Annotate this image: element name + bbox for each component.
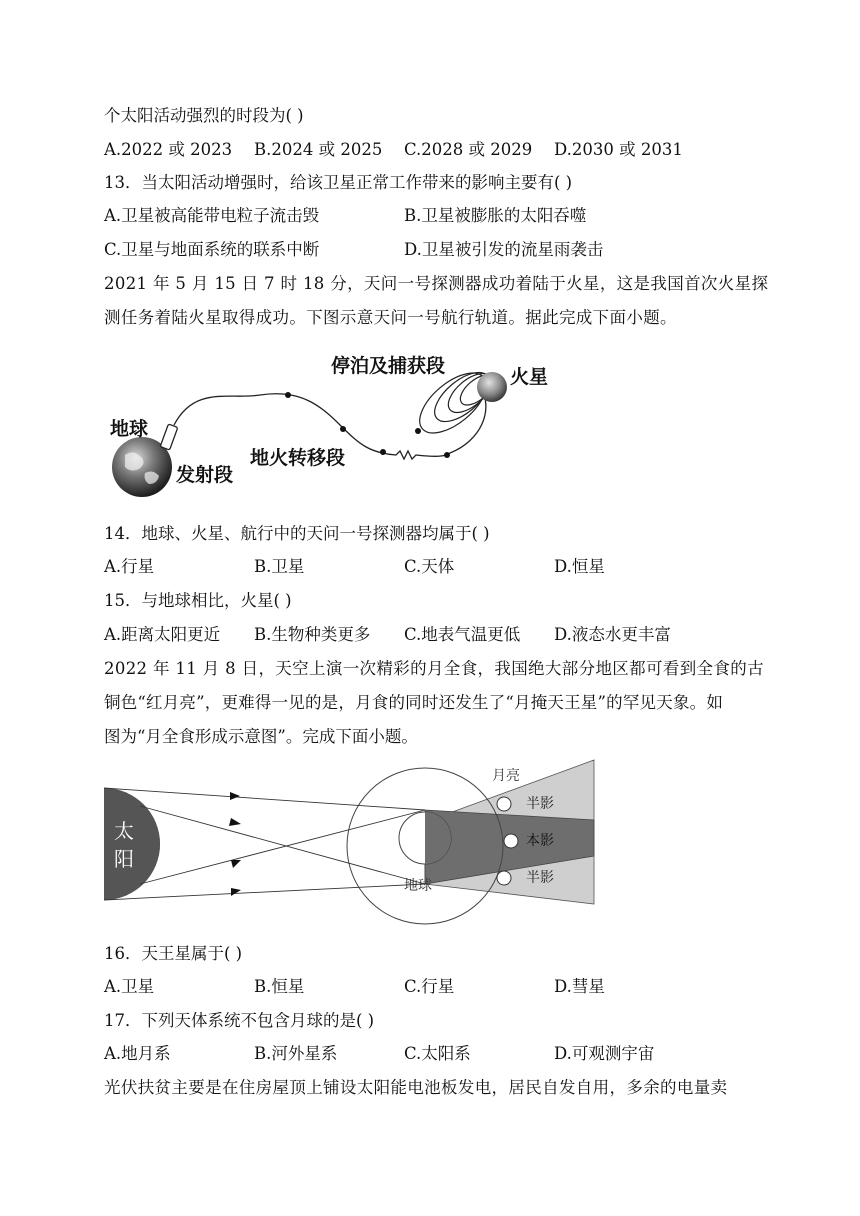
- sun-label-1: 太: [114, 819, 134, 843]
- label-parking: 停泊及捕获段: [331, 355, 446, 377]
- trajectory-dot: [444, 452, 450, 458]
- q12-option-a: A.2022 或 2023: [104, 140, 233, 159]
- q17-option-a: A.地月系: [104, 1044, 171, 1063]
- q14-option-c: C.天体: [404, 557, 455, 576]
- passage-3-line-1: 光伏扶贫主要是在住房屋顶上铺设太阳能电池板发电，居民自发自用，多余的电量卖: [104, 1078, 728, 1097]
- label-earth: 地球: [404, 878, 432, 894]
- q16-option-d: D.彗星: [554, 977, 605, 996]
- ray-arrow: [229, 818, 241, 826]
- label-earth: 地球: [110, 418, 149, 440]
- question-16-stem: 16．天王星属于( ): [104, 944, 243, 963]
- q14-option-d: D.恒星: [554, 557, 605, 576]
- q17-option-b: B.河外星系: [254, 1044, 338, 1063]
- q13-option-c: C.卫星与地面系统的联系中断: [104, 240, 320, 259]
- light-ray: [140, 810, 425, 884]
- passage-2-line-3: 图为“月全食形成示意图”。完成下面小题。: [104, 727, 418, 746]
- passage-2-line-1: 2022 年 11 月 8 日，天空上演一次精彩的月全食，我国绝大部分地区都可看到全食的古: [104, 659, 764, 678]
- q12-option-d: D.2030 或 2031: [554, 140, 683, 159]
- sun-label-2: 阳: [114, 847, 134, 871]
- light-ray: [104, 884, 425, 900]
- q15-option-d: D.液态水更丰富: [554, 625, 671, 644]
- ray-arrow: [231, 860, 241, 868]
- launch-vehicle: [160, 424, 178, 450]
- q15-option-c: C.地表气温更低: [404, 625, 521, 644]
- passage-1-line-1: 2021 年 5 月 15 日 7 时 18 分，天问一号探测器成功着陆于火星，这是我国首次火星探: [104, 274, 769, 293]
- q15-option-b: B.生物种类更多: [254, 625, 371, 644]
- question-17-stem: 17．下列天体系统不包含月球的是( ): [104, 1011, 375, 1030]
- q16-option-b: B.恒星: [254, 977, 305, 996]
- q13-option-b: B.卫星被膨胀的太阳吞噬: [404, 206, 587, 225]
- label-penumbra-upper: 半影: [526, 796, 554, 812]
- question-13-stem: 13．当太阳活动增强时，给该卫星正常工作带来的影响主要有( ): [104, 173, 573, 192]
- question-12-stem-end: 个太阳活动强烈的时段为( ): [104, 106, 304, 125]
- label-mars: 火星: [510, 366, 549, 388]
- trajectory-dot: [380, 449, 386, 455]
- lunar-eclipse-figure: [100, 756, 600, 932]
- mars-globe: [477, 372, 507, 402]
- trajectory-dot: [285, 392, 291, 398]
- moon-lower: [497, 871, 511, 885]
- moon-middle: [504, 834, 518, 848]
- tianwen-trajectory-figure: [100, 345, 570, 505]
- q12-option-c: C.2028 或 2029: [404, 140, 533, 159]
- label-launch: 发射段: [176, 464, 234, 486]
- q14-option-b: B.卫星: [254, 557, 305, 576]
- moon-upper: [497, 797, 511, 811]
- label-umbra: 本影: [526, 833, 554, 849]
- ray-arrow: [231, 888, 241, 896]
- light-ray: [104, 788, 425, 810]
- question-14-stem: 14．地球、火星、航行中的天问一号探测器均属于( ): [104, 524, 490, 543]
- q16-option-a: A.卫星: [104, 977, 155, 996]
- q16-option-c: C.行星: [404, 977, 455, 996]
- ray-arrow: [230, 792, 240, 800]
- light-ray: [140, 806, 425, 884]
- q17-option-d: D.可观测宇宙: [554, 1044, 655, 1063]
- question-15-stem: 15．与地球相比，火星( ): [104, 591, 292, 610]
- passage-1-line-2: 测任务着陆火星取得成功。下图示意天问一号航行轨道。据此完成下面小题。: [104, 308, 677, 327]
- label-transfer: 地火转移段: [250, 447, 346, 469]
- q17-option-c: C.太阳系: [404, 1044, 471, 1063]
- q13-option-d: D.卫星被引发的流星雨袭击: [404, 240, 604, 259]
- q12-option-b: B.2024 或 2025: [254, 140, 383, 159]
- q13-option-a: A.卫星被高能带电粒子流击毁: [104, 206, 320, 225]
- label-moon: 月亮: [492, 768, 520, 784]
- trajectory-dot: [340, 426, 346, 432]
- trajectory-dot: [415, 428, 421, 434]
- q15-option-a: A.距离太阳更近: [104, 625, 221, 644]
- label-penumbra-lower: 半影: [526, 870, 554, 886]
- q14-option-a: A.行星: [104, 557, 155, 576]
- passage-2-line-2: 铜色“红月亮”，更难得一见的是，月食的同时还发生了“月掩天王星”的罕见天象。如: [104, 693, 724, 712]
